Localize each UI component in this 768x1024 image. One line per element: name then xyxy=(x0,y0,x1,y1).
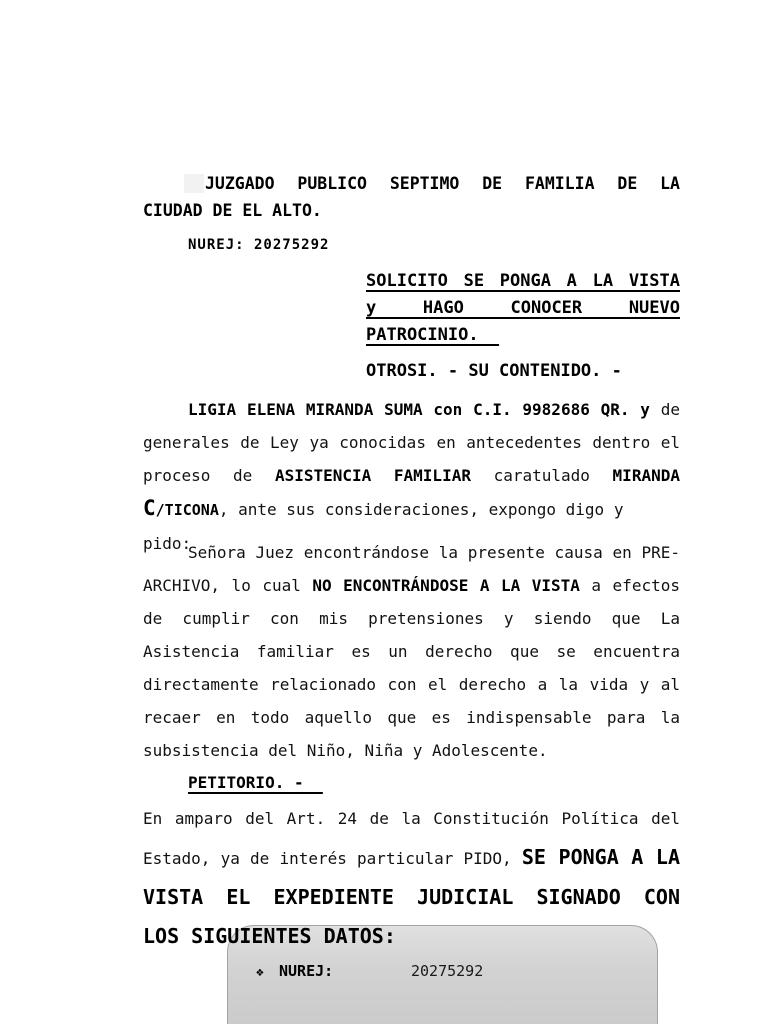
body-line-1: Señora Juez encontrándose la presente causa en PRE- xyxy=(188,543,680,562)
intro-line-3 xyxy=(143,459,680,492)
subject-heading-line-1: SOLICITO SE PONGA A LA VISTA xyxy=(366,271,680,291)
case-number-line: NUREJ: 20275292 xyxy=(188,237,330,253)
body-line-5: directamente relacionado con el derecho a la vida y al xyxy=(143,675,680,694)
body-line-2 xyxy=(143,569,680,602)
intro-line-1 xyxy=(143,393,680,426)
court-header-line-2: CIUDAD DE EL ALTO. xyxy=(143,201,322,220)
petition-request-part-1: SE PONGA A LA xyxy=(521,845,680,869)
body-line-6: recaer en todo aquello que es indispensable para la xyxy=(143,708,680,727)
body-paragraph xyxy=(143,536,680,767)
intro-line-2: generales de Ley ya conocidas en antecedentes dentro el xyxy=(143,433,680,452)
document-body xyxy=(143,0,680,1024)
petition-request-part-2: VISTA EL EXPEDIENTE JUDICIAL SIGNADO CON xyxy=(143,885,680,909)
petition-paragraph xyxy=(143,799,680,956)
nurej-value: 20275292 xyxy=(411,962,484,980)
nurej-label: NUREJ: xyxy=(279,962,334,980)
petitorio-heading xyxy=(143,766,680,799)
body-line-2-regular-1: ARCHIVO, lo cual xyxy=(143,576,301,595)
case-caption-initial: C xyxy=(143,496,156,520)
petitorio-heading-text: PETITORIO. - xyxy=(188,773,323,792)
body-line-3: de cumplir con mis pretensiones y siendo que La xyxy=(143,609,680,628)
case-type-text: ASISTENCIA FAMILIAR xyxy=(274,466,471,485)
petition-line-1: En amparo del Art. 24 de la Constitución Política del xyxy=(143,809,680,828)
case-caption-part-2: /TICONA xyxy=(155,501,219,519)
otrosi-heading: OTROSI. - SU CONTENIDO. - xyxy=(366,361,622,381)
subject-heading-line-2: y HAGO CONOCER NUEVO xyxy=(366,298,680,318)
subject-heading xyxy=(366,268,680,349)
court-header-line-1: JUZGADO PUBLICO SEPTIMO DE FAMILIA DE LA xyxy=(205,174,680,193)
intro-line-3-regular-1: proceso de xyxy=(143,466,253,485)
body-line-4: Asistencia familiar es un derecho que se encuentra xyxy=(143,642,680,661)
intro-line-3-regular-2: caratulado xyxy=(493,466,590,485)
petition-line-2-regular: Estado, ya de interés particular PIDO, xyxy=(143,849,512,868)
party-name-text: LIGIA ELENA MIRANDA SUMA con C.I. 9982686 QR. y xyxy=(188,400,650,419)
petition-line-2 xyxy=(143,838,680,878)
emphasis-not-in-view-text: NO ENCONTRÁNDOSE A LA VISTA xyxy=(312,576,580,595)
body-line-7: subsistencia del Niño, Niña y Adolescente. xyxy=(143,741,548,760)
intro-paragraph xyxy=(143,393,680,560)
intro-line-4-regular: , ante sus consideraciones, expongo digo y pido: xyxy=(143,500,624,553)
petition-request-part-3: LOS SIGUIENTES DATOS: xyxy=(143,924,396,948)
case-caption-part-1: MIRANDA xyxy=(612,466,680,485)
intro-line-1-regular: de xyxy=(660,400,680,419)
court-header xyxy=(143,170,680,224)
diamond-bullet-icon: ❖ xyxy=(256,965,264,980)
body-line-2-regular-2: a efectos xyxy=(591,576,680,595)
highlight-square xyxy=(184,174,204,193)
subject-heading-line-3: PATROCINIO. xyxy=(366,325,500,345)
